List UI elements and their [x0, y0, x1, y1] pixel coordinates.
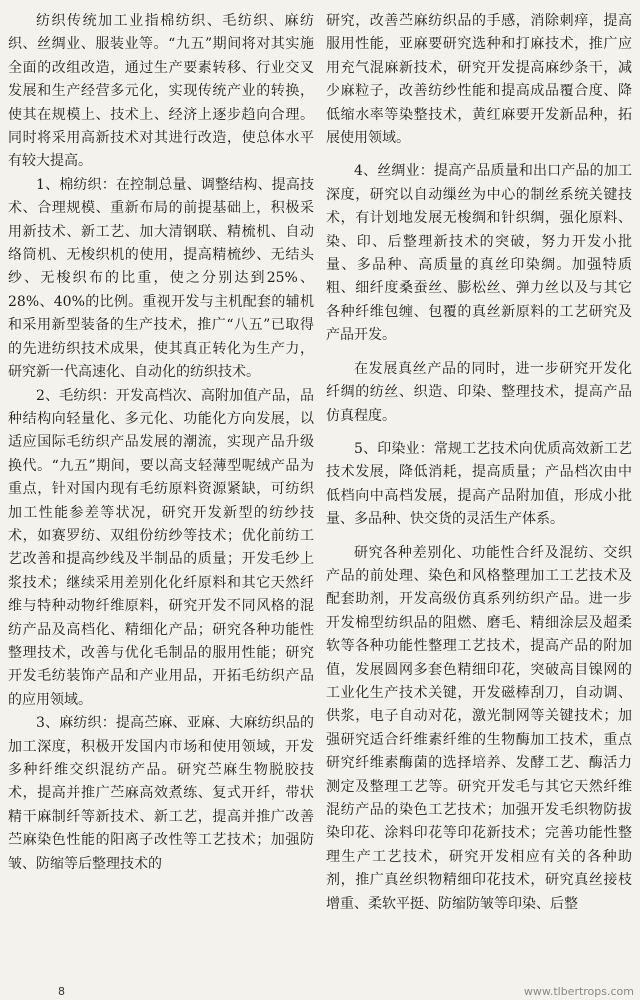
dyeing-section-paragraph: 5、印染业：常规工艺技术向优质高效新工艺技术发展，降低消耗，提高质量；产品档次由中低档向中高档发展，提高产品附加值，形成小批量、多品种、快交货的灵活生产体系。 — [326, 440, 632, 528]
hemp-section-paragraph: 3、麻纺织：提高苎麻、亚麻、大麻纺织品的加工深度，积极开发国内市场和使用领域，开发多种纤维交织混纺产品。研究苎麻生物脱胶技术，提高并推广苎麻高效煮练、复式开纤，带状精干麻制纤等新技术、新工艺，提高并推广改善苎麻染色性能的阳离子改性等工艺技术；加强防皱、防缩等后整理技术的 — [8, 715, 314, 872]
intro-paragraph: 纺织传统加工业指棉纺织、毛纺织、麻纺织、丝绸业、服装业等。“九五”期间将对其实施全面的改组改造，通过生产要素转移、行业交叉发展和生产经营多元化，实现传统产业的转换，使其在规模上、技术上、经济上逐步趋向合理。同时将采用高新技术对其进行改造，使总体水平有较大提高。 — [8, 13, 314, 170]
hemp-continued-paragraph: 研究，改善苎麻纺织品的手感，消除刺痒，提高服用性能，亚麻要研究选种和打麻技术，推广应用充气混麻新技术，研究开发提高麻纱条干，减少麻粒子，改善纺纱性能和提高成品覆合度、降低缩水率等染整技术，黄红麻要开发新品种，拓展使用领域。 — [326, 13, 632, 147]
watermark: www.tlbertrops.com — [523, 985, 634, 998]
dyeing-research-paragraph: 研究各种差别化、功能性合纤及混纺、交织产品的前处理、染色和风格整理加工工艺技术及配套助剂，开发高级仿真系列纺织产品。进一步开发棉型纺织品的阻燃、磨毛、精细涂层及超柔软等各种功能性整理工艺技术，提高产品的附加值，发展圆网多套色精细印花，突破高目镍网的工业化生产技术关键，开发磁棒刮刀，自动调、供浆，电子自动对花，激光制网等关键技术；加强研究适合纤维素纤维的生物酶加工技术，重点研究纤维素酶菌的选择培养、发酵工艺、酶活力测定及整理工艺等。研究开发毛与其它天然纤维混纺产品的染色工艺技术；加强开发毛织物防拔染印花、涂料印花等印花新技术；完善功能性整理生产工艺技术，研究开发相应有关的各种助剂，推广真丝织物精细印花技术，研究真丝接枝增重、柔软平挺、防缩防皱等印染、后整 — [326, 544, 632, 912]
left-column — [8, 10, 314, 1000]
silk-extension-paragraph: 在发展真丝产品的同时，进一步研究开发化纤绸的纺丝、织造、印染、整理技术，提高产品仿真程度。 — [326, 360, 632, 424]
silk-section-paragraph: 4、丝绸业：提高产品质量和出口产品的加工深度，研究以自动缫丝为中心的制丝系统关键技术，有计划地发展无梭绸和针织绸，强化原料、染、印、后整理新技术的突破，努力开发小批量、多品种、高质量的真丝印染绸。加强特质粗、细纤度桑蚕丝、膨松丝、弹力丝以及与其它各种纤维包缠、包覆的真丝新原料的工艺研究及产品开发。 — [326, 163, 632, 344]
cotton-section-paragraph: 1、棉纺织：在控制总量、调整结构、提高技术、合理规模、重新布局的前提基础上，积极采用新技术、新工艺、加大清钢联、精梳机、自动络筒机、无梭织机的使用，提高精梳纱、无结头纱、无梭织布的比重，使之分别达到25%、28%、40%的比例。重视开发与主机配套的辅机和采用新型装备的生产技术，推广“八五”已取得的先进纺织技术成果，使其真正转化为生产力，研究新一代高速化、自动化的纺织技术。 — [8, 176, 314, 381]
wool-section-paragraph: 2、毛纺织：开发高档次、高附加值产品，品种结构向轻量化、多元化、功能化方向发展，以适应国际毛纺织产品发展的潮流，实现产品升级换代。“九五”期间，要以高支轻薄型呢绒产品为重点，针对国内现有毛纺原料资源紧缺，可纺织加工性能参差等状况，研究开发新型的纺纱技术，如赛罗纺、双组份纺纱等技术；优化前纺工艺改善和提高纱线及半制品的质量；开发毛纱上浆技术；继续采用差别化化纤原料和其它天然纤维与特种动物纤维原料，研究开发不同风格的混纺产品及高档化、精细化产品；研究各种功能性整理技术，改善与优化毛制品的服用性能；研究开发毛纺装饰产品和产业用品，开拓毛纺织产品的应用领域。 — [8, 387, 314, 708]
right-column — [326, 10, 632, 1000]
page-number: 8 — [58, 985, 65, 998]
